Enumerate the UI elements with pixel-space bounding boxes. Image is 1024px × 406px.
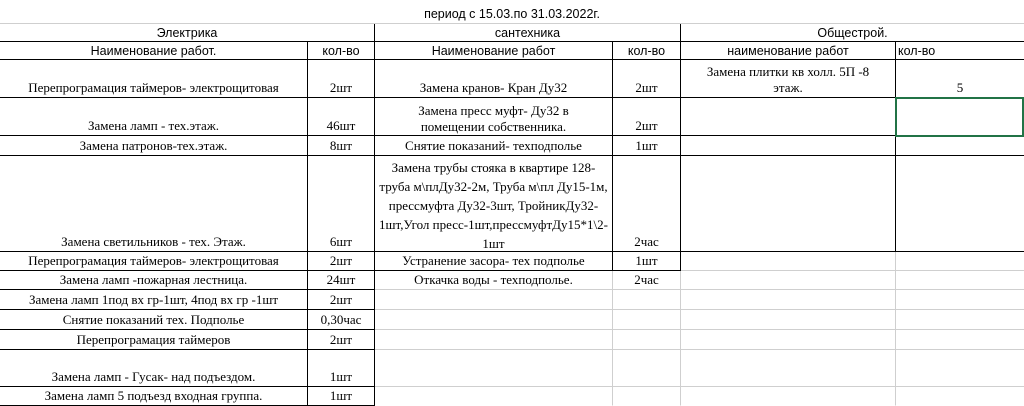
table-row bbox=[0, 136, 1024, 156]
el-qty-cell[interactable]: 8шт bbox=[308, 136, 375, 156]
el-qty-cell[interactable]: 1шт bbox=[308, 387, 375, 406]
el-name-cell[interactable]: Перепрограмация таймеров- электрощитовая bbox=[0, 252, 308, 271]
column-header-row bbox=[0, 42, 1024, 60]
el-qty-cell[interactable]: 0,30час bbox=[308, 310, 375, 330]
cs-name-cell[interactable] bbox=[681, 330, 896, 350]
cs-qty-cell[interactable] bbox=[896, 136, 1024, 156]
table-row bbox=[0, 156, 1024, 252]
header-cs-name[interactable]: наименование работ bbox=[681, 42, 896, 60]
el-name-cell[interactable]: Перепрограмация таймеров bbox=[0, 330, 308, 350]
cs-name-cell[interactable] bbox=[681, 387, 896, 406]
el-qty-cell[interactable]: 2шт bbox=[308, 330, 375, 350]
el-qty-cell[interactable]: 2шт bbox=[308, 60, 375, 98]
title-row bbox=[0, 4, 1024, 24]
active-cell-selection[interactable] bbox=[895, 97, 1024, 137]
cs-qty-cell[interactable] bbox=[896, 387, 1024, 406]
pl-name-cell[interactable]: Замена трубы стояка в квартире 128- труба м\плДу32-2м, Труба м\пл Ду15-1м, прессмуфта Ду32-3шт, ТройникДу32-1шт,Угол пресс-1шт,прессмуфтДу15*1\2-1шт bbox=[375, 156, 613, 252]
table-row bbox=[0, 350, 1024, 387]
header-pl-name[interactable]: Наименование работ bbox=[375, 42, 613, 60]
el-name-cell[interactable]: Замена светильников - тех. Этаж. bbox=[0, 156, 308, 252]
header-el-name[interactable]: Наименование работ. bbox=[0, 42, 308, 60]
el-name-cell[interactable]: Перепрограмация таймеров- электрощитовая bbox=[0, 60, 308, 98]
pl-qty-cell[interactable] bbox=[613, 290, 681, 310]
pl-name-cell[interactable]: Снятие показаний- техподполье bbox=[375, 136, 613, 156]
cs-qty-cell[interactable] bbox=[896, 156, 1024, 252]
cs-name-cell[interactable] bbox=[681, 252, 896, 271]
cs-name-cell[interactable] bbox=[681, 156, 896, 252]
section-plumbing[interactable]: сантехника bbox=[375, 24, 681, 42]
el-qty-cell[interactable]: 1шт bbox=[308, 350, 375, 387]
pl-name-cell[interactable]: Откачка воды - техподполье. bbox=[375, 271, 613, 290]
pl-qty-cell[interactable]: 2шт bbox=[613, 60, 681, 98]
table-row bbox=[0, 387, 1024, 406]
pl-qty-cell[interactable] bbox=[613, 330, 681, 350]
el-name-cell[interactable]: Замена патронов-тех.этаж. bbox=[0, 136, 308, 156]
el-qty-cell[interactable]: 24шт bbox=[308, 271, 375, 290]
table-row bbox=[0, 290, 1024, 310]
section-construction[interactable]: Общестрой. bbox=[681, 24, 1024, 42]
pl-name-cell[interactable] bbox=[375, 350, 613, 387]
cs-qty-cell[interactable] bbox=[896, 252, 1024, 271]
el-qty-cell[interactable]: 2шт bbox=[308, 252, 375, 271]
table-row bbox=[0, 330, 1024, 350]
pl-name-cell[interactable] bbox=[375, 290, 613, 310]
pl-name-cell[interactable]: Замена пресс муфт- Ду32 в помещении собственника. bbox=[375, 98, 613, 136]
pl-qty-cell[interactable] bbox=[613, 310, 681, 330]
pl-qty-cell[interactable]: 2час bbox=[613, 271, 681, 290]
el-name-cell[interactable]: Замена ламп 5 подъезд входная группа. bbox=[0, 387, 308, 406]
pl-qty-cell[interactable]: 1шт bbox=[613, 136, 681, 156]
section-row bbox=[0, 24, 1024, 42]
header-cs-qty[interactable]: кол-во bbox=[896, 42, 1024, 60]
pl-name-cell[interactable]: Устранение засора- тех подполье bbox=[375, 252, 613, 271]
pl-qty-cell[interactable] bbox=[613, 350, 681, 387]
pl-name-cell[interactable] bbox=[375, 310, 613, 330]
pl-name-cell[interactable] bbox=[375, 387, 613, 406]
table-row bbox=[0, 98, 1024, 136]
pl-qty-cell[interactable] bbox=[613, 387, 681, 406]
cs-qty-cell[interactable] bbox=[896, 330, 1024, 350]
cs-qty-cell[interactable] bbox=[896, 290, 1024, 310]
table-row bbox=[0, 310, 1024, 330]
cs-name-cell[interactable] bbox=[681, 271, 896, 290]
pl-qty-cell[interactable]: 2шт bbox=[613, 98, 681, 136]
header-el-qty[interactable]: кол-во bbox=[308, 42, 375, 60]
report-title[interactable]: период с 15.03.по 31.03.2022г. bbox=[0, 4, 1024, 24]
cs-qty-cell[interactable]: 5 bbox=[896, 60, 1024, 98]
cs-name-cell[interactable] bbox=[681, 350, 896, 387]
el-qty-cell[interactable]: 6шт bbox=[308, 156, 375, 252]
cs-qty-cell[interactable] bbox=[896, 271, 1024, 290]
pl-name-cell[interactable]: Замена кранов- Кран Ду32 bbox=[375, 60, 613, 98]
el-name-cell[interactable]: Замена ламп 1под вх гр-1шт, 4под вх гр -1шт bbox=[0, 290, 308, 310]
cs-name-cell[interactable]: Замена плитки кв холл. 5П -8 этаж. bbox=[681, 60, 896, 98]
pl-qty-cell[interactable]: 2час bbox=[613, 156, 681, 252]
pl-qty-cell[interactable]: 1шт bbox=[613, 252, 681, 271]
el-qty-cell[interactable]: 46шт bbox=[308, 98, 375, 136]
header-pl-qty[interactable]: кол-во bbox=[613, 42, 681, 60]
cs-name-cell[interactable] bbox=[681, 290, 896, 310]
section-electrical[interactable]: Электрика bbox=[0, 24, 375, 42]
cs-qty-cell[interactable] bbox=[896, 350, 1024, 387]
cs-qty-cell[interactable] bbox=[896, 310, 1024, 330]
el-name-cell[interactable]: Замена ламп - тех.этаж. bbox=[0, 98, 308, 136]
table-row bbox=[0, 60, 1024, 98]
pl-name-cell[interactable] bbox=[375, 330, 613, 350]
el-name-cell[interactable]: Снятие показаний тех. Подполье bbox=[0, 310, 308, 330]
cs-name-cell[interactable] bbox=[681, 310, 896, 330]
el-name-cell[interactable]: Замена ламп - Гусак- над подъездом. bbox=[0, 350, 308, 387]
table-row bbox=[0, 252, 1024, 271]
cs-name-cell[interactable] bbox=[681, 136, 896, 156]
table-row bbox=[0, 271, 1024, 290]
cs-name-cell[interactable] bbox=[681, 98, 896, 136]
el-name-cell[interactable]: Замена ламп -пожарная лестница. bbox=[0, 271, 308, 290]
el-qty-cell[interactable]: 2шт bbox=[308, 290, 375, 310]
